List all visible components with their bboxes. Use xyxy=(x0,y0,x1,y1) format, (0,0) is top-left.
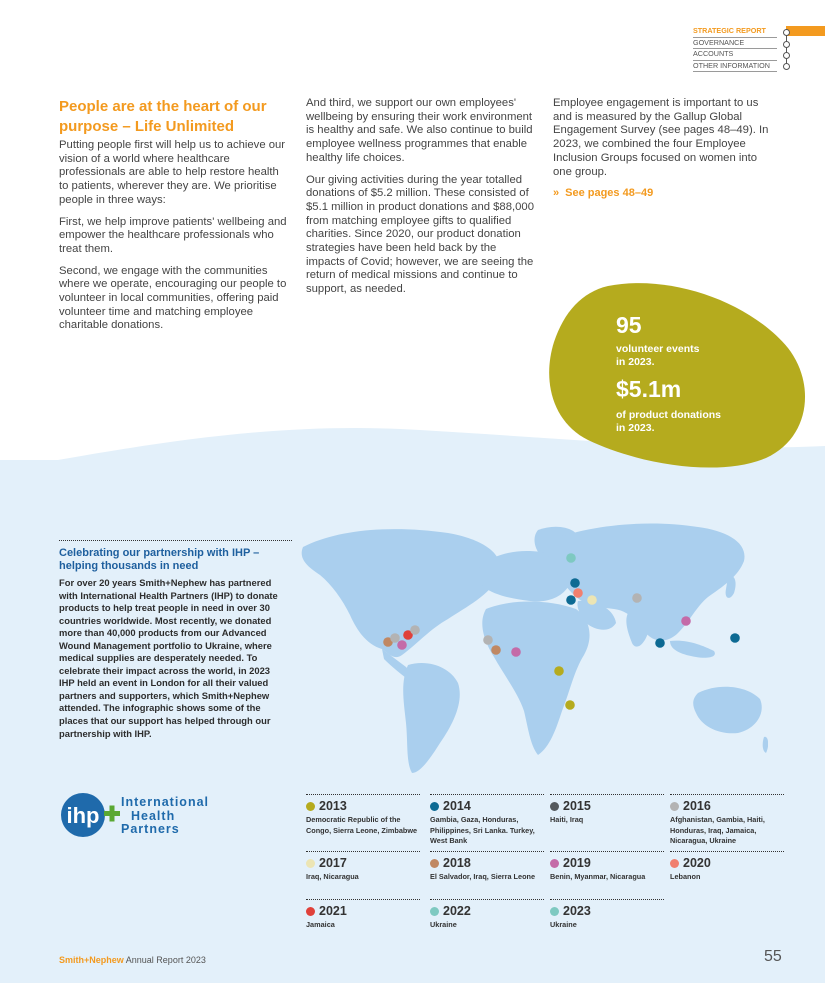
legend-dot-icon xyxy=(306,859,315,868)
map-marker xyxy=(565,700,575,710)
footer-brand: Smith+Nephew xyxy=(59,955,124,965)
legend-year-label: 2023 xyxy=(563,904,591,918)
legend-year xyxy=(306,904,424,918)
map-marker xyxy=(491,645,501,655)
legend-dot-icon xyxy=(430,907,439,916)
legend-dot-icon xyxy=(306,802,315,811)
map-marker xyxy=(566,595,576,605)
legend-item xyxy=(306,904,424,931)
map-marker xyxy=(570,578,580,588)
divider xyxy=(59,540,292,541)
map-marker xyxy=(730,633,740,643)
ihp-logo-mark: ihp xyxy=(66,803,100,828)
divider xyxy=(306,794,420,795)
stat-volunteer-value: 95 xyxy=(616,312,642,338)
paragraph: Second, we engage with the communities where we operate, encouraging our people to volunteer in local communities, offering paid volunteer time and matching employee charitable donations. xyxy=(59,264,287,332)
legend-item xyxy=(430,799,548,847)
divider xyxy=(550,899,664,900)
stat-donations-label xyxy=(616,409,721,435)
legend-countries: Ukraine xyxy=(430,920,457,929)
legend-item xyxy=(670,799,788,847)
map-marker xyxy=(573,588,583,598)
page-number: 55 xyxy=(764,948,782,965)
page-title: People are at the heart of our purpose – Life Unlimited xyxy=(59,98,267,135)
land-masses xyxy=(302,523,768,773)
nav-accounts[interactable]: ACCOUNTS xyxy=(693,49,777,61)
legend-year xyxy=(670,799,788,813)
legend-dot-icon xyxy=(670,859,679,868)
legend-year-label: 2020 xyxy=(683,856,711,870)
section-nav xyxy=(693,26,777,72)
legend-year xyxy=(306,799,424,813)
ihp-logo-text xyxy=(121,796,209,837)
legend-year-label: 2022 xyxy=(443,904,471,918)
legend-year xyxy=(306,856,424,870)
legend-item xyxy=(550,904,668,931)
divider xyxy=(306,899,420,900)
nav-governance[interactable]: GOVERNANCE xyxy=(693,38,777,50)
paragraph: And third, we support our own employees' wellbeing by ensuring their work environment is healthy and safe. We also continue to build employee wellness programmes that enable healthy life choices. xyxy=(306,97,533,164)
paragraph: Our giving activities during the year totalled donations of $5.2 million. These consisted of $5.1 million in product donations and $88,000 from matching employee gifts to qualified charities. Since 2020, our product donation strategies have been held back by the impacts of Covid; however, we are seeing the return of medical missions and continue to support, as needed. xyxy=(306,173,534,296)
legend-dot-icon xyxy=(550,802,559,811)
logo-line: Health xyxy=(131,808,176,823)
stat-donations-value: $5.1m xyxy=(616,376,682,402)
nav-active-tab xyxy=(786,26,825,36)
map-marker xyxy=(483,635,493,645)
map-marker xyxy=(587,595,597,605)
legend-dot-icon xyxy=(670,802,679,811)
stat-label-line: volunteer events xyxy=(616,343,700,355)
divider xyxy=(306,851,420,852)
divider xyxy=(430,851,544,852)
legend-dot-icon xyxy=(430,859,439,868)
legend-dot-icon xyxy=(550,907,559,916)
legend-year-label: 2015 xyxy=(563,799,591,813)
map-marker xyxy=(566,553,576,563)
map-marker xyxy=(655,638,665,648)
nav-dot xyxy=(783,41,790,48)
legend-countries: Jamaica xyxy=(306,920,335,929)
ihp-body: For over 20 years Smith+Nephew has partnered with International Health Partners (IHP) to donate products to help treat people in need in over 30 countries worldwide. Most recently, we donated more than 40,000 products from our Advanced Wound Management portfolio to Ukraine, where medical supplies are desperately needed. To celebrate their impact across the world, in 2023 IHP held an event in London for all their valued partners and supporters, which Smith+Nephew attended. The infographic shows some of the places that our support has helped through our partnership with IHP. xyxy=(59,577,278,739)
nav-dot xyxy=(783,52,790,59)
logo-line: International xyxy=(121,795,210,809)
article-col-3 xyxy=(553,97,775,201)
footer-title: Annual Report 2023 xyxy=(125,955,206,965)
paragraph: Putting people first will help us to achieve our vision of a world where healthcare professionals are able to help restore health to patients, wherever they are. We prioritise people in three ways: xyxy=(59,139,286,206)
footer xyxy=(59,955,206,965)
divider xyxy=(550,851,664,852)
legend-countries: El Salvador, Iraq, Sierra Leone xyxy=(430,872,536,881)
map-marker xyxy=(632,593,642,603)
article-col-1 xyxy=(59,97,291,341)
legend-item xyxy=(306,856,424,883)
map-marker xyxy=(410,625,420,635)
divider xyxy=(430,794,544,795)
stats-blob xyxy=(548,280,810,470)
legend-year xyxy=(430,904,548,918)
legend-year xyxy=(670,856,788,870)
legend-item xyxy=(430,904,548,931)
legend-year-label: 2013 xyxy=(319,799,347,813)
legend-year-label: 2019 xyxy=(563,856,591,870)
legend-year-label: 2018 xyxy=(443,856,471,870)
legend-item xyxy=(550,799,668,826)
double-chevron-right-icon: » xyxy=(553,187,560,200)
nav-strategic-report[interactable]: STRATEGIC REPORT xyxy=(693,26,777,38)
logo-line: Partners xyxy=(121,822,180,836)
paragraph: First, we help improve patients' wellbeing and empower the healthcare professionals who treat them. xyxy=(59,215,287,255)
map-marker xyxy=(554,666,564,676)
legend-item xyxy=(550,856,668,883)
nav-dot xyxy=(783,63,790,70)
legend-year xyxy=(550,904,668,918)
map-marker xyxy=(390,633,400,643)
map-marker xyxy=(511,647,521,657)
legend-countries: Haiti, Iraq xyxy=(550,815,584,824)
see-pages-label: See pages 48–49 xyxy=(565,187,654,200)
world-map xyxy=(298,515,768,780)
legend-countries: Lebanon xyxy=(670,872,701,881)
legend-year-label: 2017 xyxy=(319,856,347,870)
legend-year xyxy=(550,856,668,870)
legend-item xyxy=(670,856,788,883)
stat-label-line: in 2023. xyxy=(616,422,655,434)
divider xyxy=(550,794,664,795)
legend-year-label: 2021 xyxy=(319,904,347,918)
legend-countries: Democratic Republic of the Congo, Sierra Leone, Zimbabwe xyxy=(306,815,418,835)
legend-countries: Iraq, Nicaragua xyxy=(306,872,359,881)
ihp-logo-icon xyxy=(58,791,122,841)
see-pages-link[interactable] xyxy=(553,187,775,201)
legend-dot-icon xyxy=(550,859,559,868)
legend-year-label: 2016 xyxy=(683,799,711,813)
map-marker xyxy=(397,640,407,650)
legend-countries: Benin, Myanmar, Nicaragua xyxy=(550,872,646,881)
map-marker xyxy=(681,616,691,626)
legend-year xyxy=(430,856,548,870)
divider xyxy=(430,899,544,900)
stat-label-line: in 2023. xyxy=(616,356,655,368)
legend-countries: Ukraine xyxy=(550,920,577,929)
legend-item xyxy=(306,799,424,836)
nav-dot xyxy=(783,29,790,36)
stat-label-line: of product donations xyxy=(616,409,721,421)
legend-year-label: 2014 xyxy=(443,799,471,813)
legend-year xyxy=(550,799,668,813)
article-col-2 xyxy=(306,97,536,305)
legend-item xyxy=(430,856,548,883)
legend-countries: Gambia, Gaza, Honduras, Philippines, Sri Lanka. Turkey, West Bank xyxy=(430,815,535,845)
legend-dot-icon xyxy=(430,802,439,811)
legend-dot-icon xyxy=(306,907,315,916)
ihp-heading: Celebrating our partnership with IHP – helping thousands in need xyxy=(59,547,260,572)
stat-volunteer-label xyxy=(616,343,699,369)
nav-other-information[interactable]: OTHER INFORMATION xyxy=(693,61,777,73)
legend-year xyxy=(430,799,548,813)
legend-countries: Afghanistan, Gambia, Haiti, Honduras, Iraq, Jamaica, Nicaragua, Ukraine xyxy=(670,815,765,845)
divider xyxy=(670,794,784,795)
divider xyxy=(670,851,784,852)
paragraph: Employee engagement is important to us and is measured by the Gallup Global Engagement Survey (see pages 48–49). In 2023, we combined the four Employee Inclusion Groups focused on women into one group. xyxy=(553,97,769,178)
